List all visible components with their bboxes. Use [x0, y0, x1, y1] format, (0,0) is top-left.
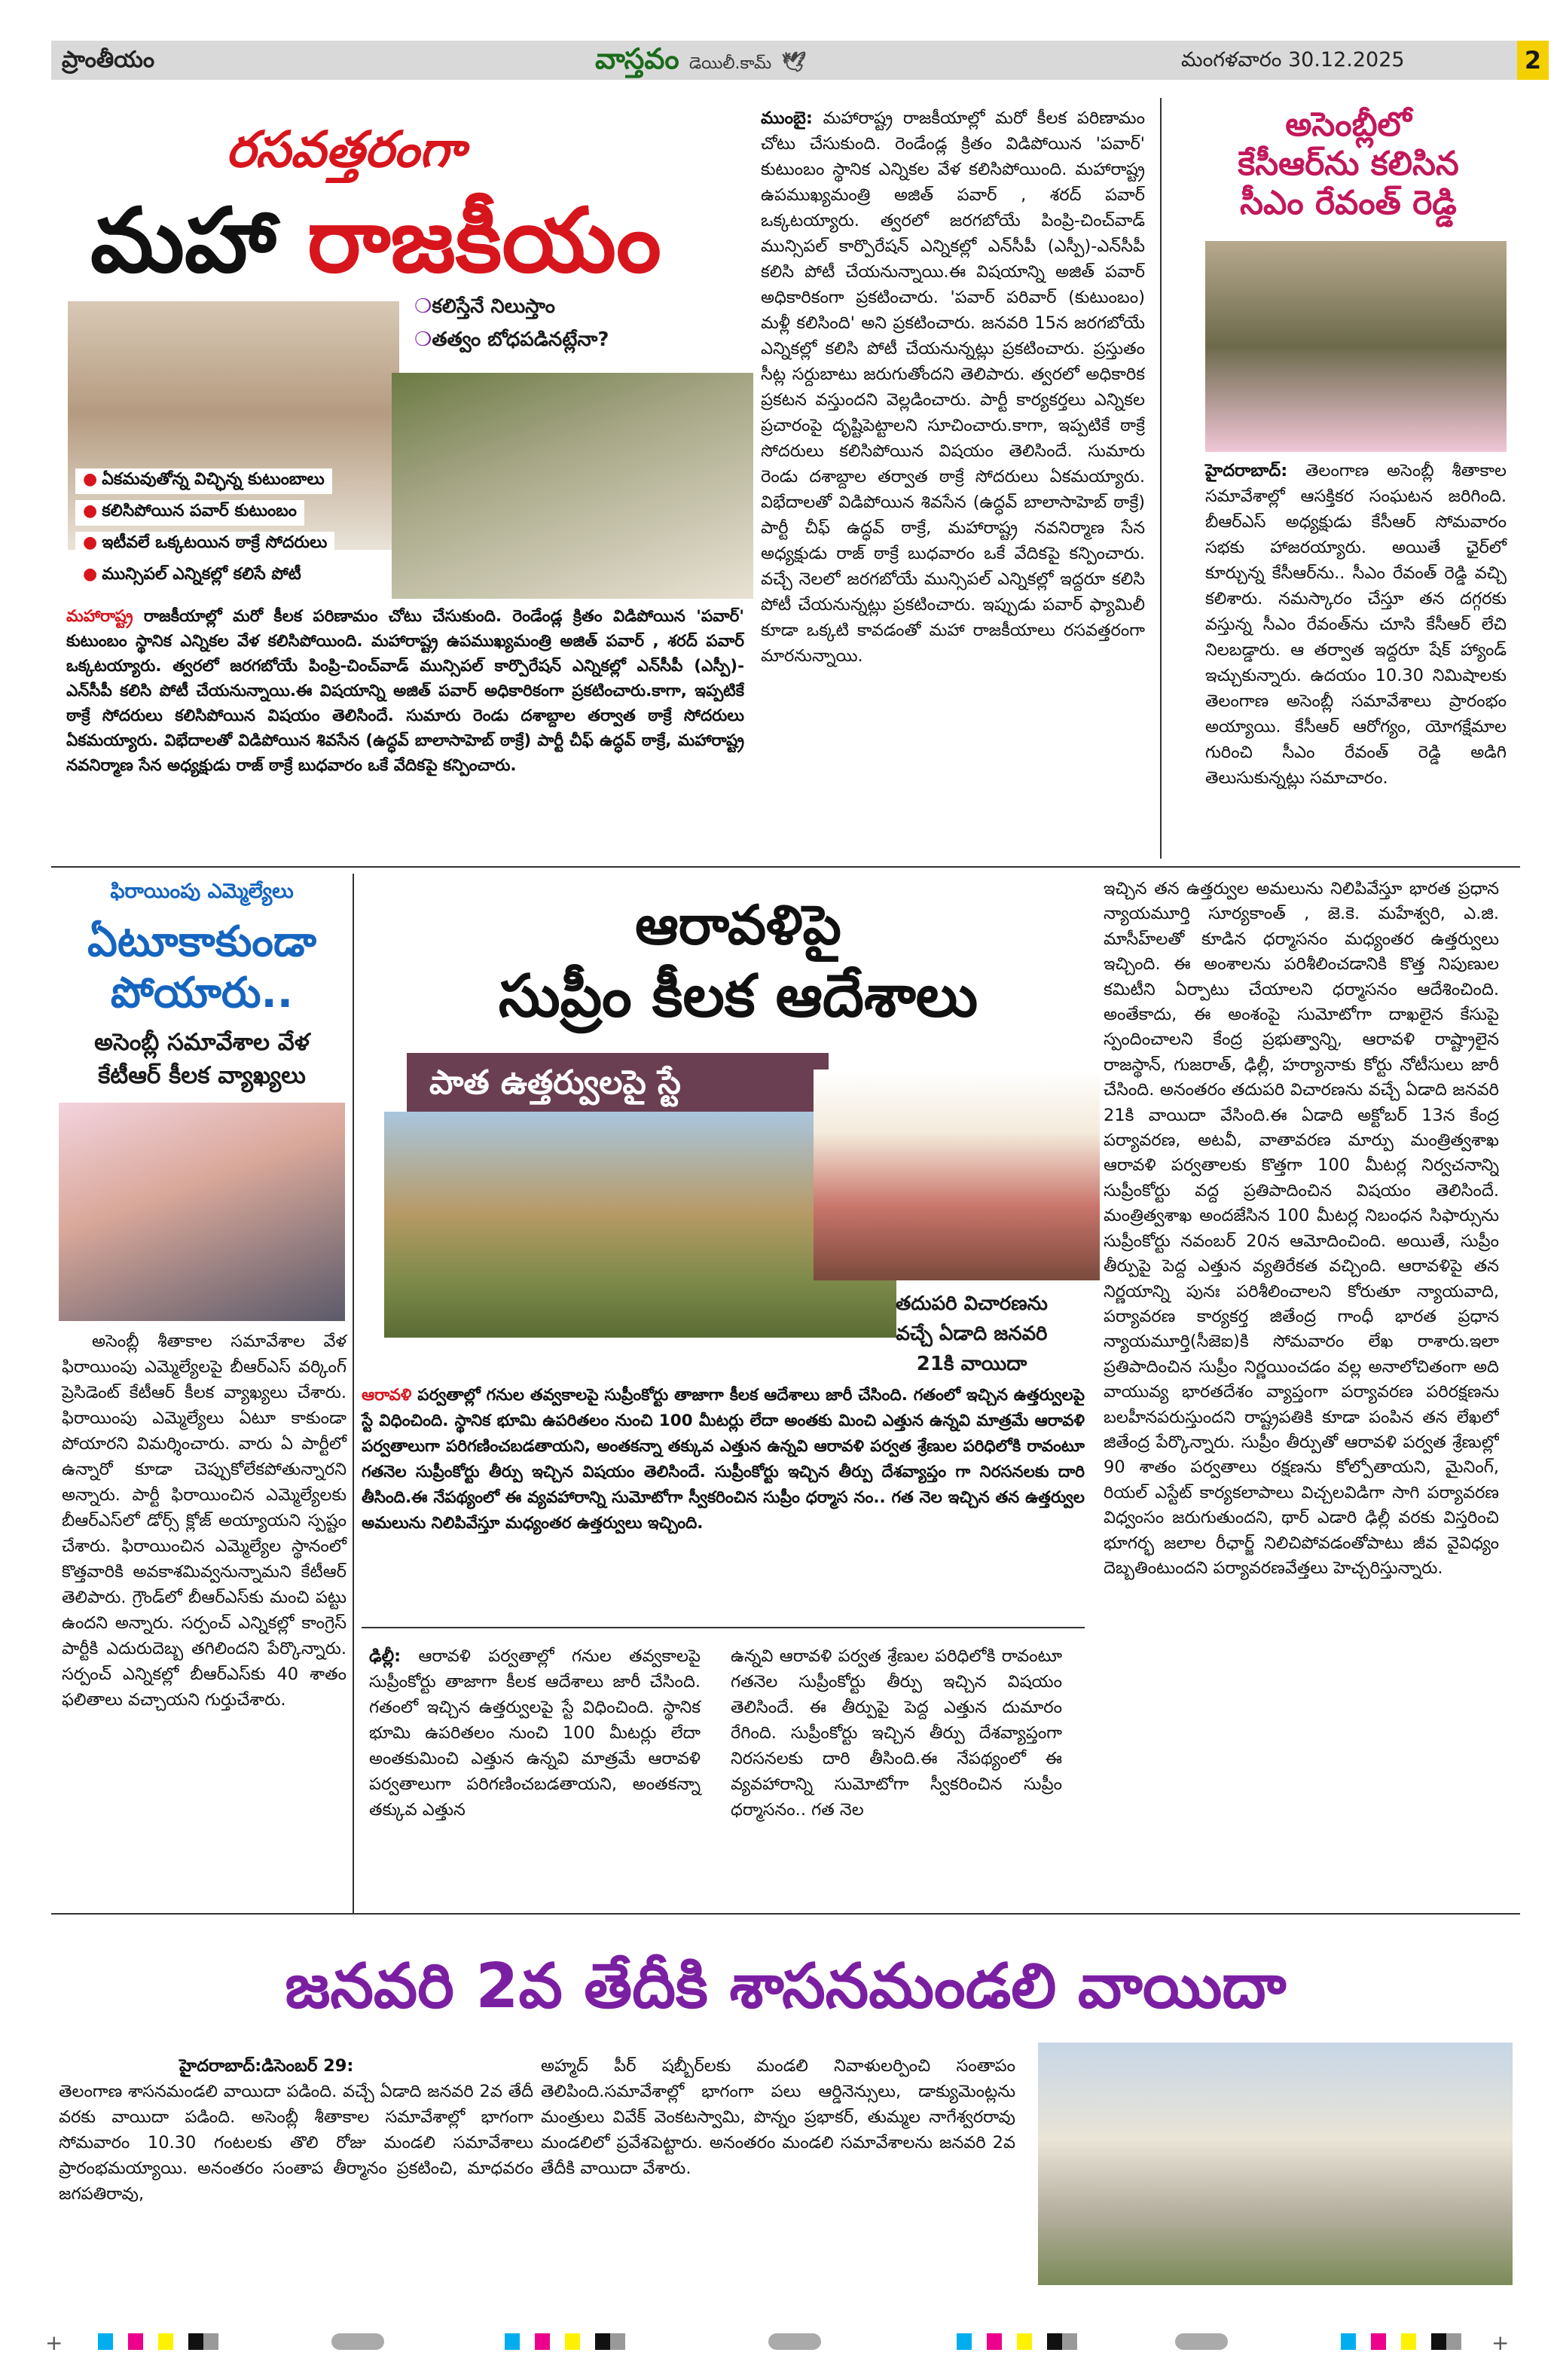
headline-line-1: అసెంబ్లీలో [1285, 105, 1412, 144]
summary: ఆరావళి పర్వతాల్లో గనుల తవ్వకాలపై సుప్రీంకోర్టు తాజాగా కీలక ఆదేశాలు జారీ చేసింది. గతంలో ఇచ్చిన ఉత్తర్వులపై స్టే విధించింది. స్థానిక భూమి ఉపరితలం నుంచి 100 మీటర్లు లేదా అంతకు మించి ఎత్తున ఉన్నవి మాత్రమే ఆరావళి పర్వతాలుగా పరిగణించబడతాయని, అంతకన్నా తక్కువ ఎత్తున ఉన్నవి ఆరావళి పర్వత శ్రేణుల పరిధిలోకి రావంటూ గతనెల సుప్రీంకోర్టు తీర్పు ఇచ్చిన విషయం తెలిసిందే. సుప్రీంకోర్టు ఇచ్చిన తీర్పు దేశవ్యాప్తం గా నిరసనలకు దారి తీసింది.ఈ నేపథ్యంలో ఈ వ్యవహారాన్ని సుమోటోగా స్వీకరించిన సుప్రీం ధర్మాస నం.. గత నెల ఇచ్చిన తన ఉత్తర్వుల అమలును నిలిపివేస్తూ మధ్యంతర ఉత్తర్వులు ఇచ్చింది. [362, 1386, 1085, 1533]
issue-date: మంగళవారం 30.12.2025 [1181, 48, 1405, 72]
body-col-1: తెలంగాణ శాసనమండలి వాయిదా పడింది. వచ్చే ఏడాది జనవరి 2వ తేదీ వరకు వాయిదా పడింది. అసెంబ్లీ శీతాకాల సమావేశాల్లో భాగంగా సోమవారం 10.30 గంటలకు తొలి రోజు మండలి సమావేశాలు ప్రారంభమయ్యాయి. అనంతరం సంతాప తీర్మానం ప్రకటించి, మాధవరం జగపతిరావు, [59, 2082, 533, 2204]
article-maha-body-column [761, 105, 1145, 851]
dateline: ముంబై: [761, 108, 813, 128]
body-col-1: ఆరావళి పర్వతాల్లో గనుల తవ్వకాలపై సుప్రీంకోర్టు తాజాగా కీలక ఆదేశాలు జారీ చేసింది. గతంలో ఇచ్చిన ఉత్తర్వులపై స్టే విధించింది. స్థానిక భూమి ఉపరితలం నుంచి 100 మీటర్లు లేదా అంతకుమించి ఎత్తున ఉన్నవి మాత్రమే ఆరావళి పర్వతాలుగా పరిగణించబడతాయని, అంతకన్నా తక్కువ ఎత్తున [369, 1646, 701, 1820]
subhead-2: ❍తత్వం బోధపడినట్లేనా? [414, 328, 609, 351]
headline-line-3: సీఎం రేవంత్ రెడ్డి [1240, 184, 1457, 222]
photo-caption-line-3: 21కి వాయిదా [916, 1353, 1027, 1375]
headline [90, 188, 661, 314]
headline-red: రాజకీయం [307, 188, 661, 292]
section-label: ప్రాంతీయం [62, 47, 155, 73]
subhead-1: ❍కలిస్తేనే నిలుస్తాం [414, 295, 555, 318]
column-divider [353, 874, 354, 1913]
banner [407, 1053, 829, 1116]
photo-caption-line-1: తదుపరి విచారణను [896, 1292, 1048, 1315]
bullet-2: ● కలిసిపోయిన పవార్ కుటుంబం [75, 500, 304, 526]
photo-council-building [1038, 2043, 1513, 2285]
kicker: ఫిరాయింపు ఎమ్మెల్యేలు [110, 880, 294, 903]
bullet-1: ● ఏకమవుతోన్న విచ్ఛిన్న కుటుంబాలు [75, 468, 332, 494]
headline-black: మహా [90, 188, 307, 292]
body-col-3: ఇచ్చిన తన ఉత్తర్వుల అమలును నిలిపివేస్తూ భారత ప్రధాన న్యాయమూర్తి సూర్యకాంత్ , జె.కె. మహేశ్వరి, ఎ.జి. మాసీహ్‌లతో కూడిన ధర్మాసనం మధ్యంతర ఉత్తర్వులు ఇచ్చింది. ఈ అంశాలను పరిశీలించడానికి కొత్త నిపుణుల కమిటీని ఏర్పాటు చేయాలని ధర్మాసనం ఆదేశించింది. అంతేకాదు, ఈ అంశంపై సుమోటోగా దాఖలైన కేసుపై స్పందించాలని కేంద్ర ప్రభుత్వాన్ని, ఆరావళి రాష్ట్రాలైన రాజస్థాన్, గుజరాత్, ఢిల్లీ, హర్యానాకు కోర్టు నోటీసులు జారీ చేసింది. అనంతరం తదుపరి విచారణను వచ్చే ఏడాది జనవరి 21కి వాయిదా వేసింది.ఈ ఏడాది అక్టోబర్ 13న కేంద్ర పర్యావరణ, అటవీ, వాతావరణ మార్పు మంత్రిత్వశాఖ ఆరావళి పర్వతాలకు కొత్తగా 100 మీటర్ల నిర్వచనాన్ని సుప్రీంకోర్టు వద్ద ప్రతిపాదించిన విషయం తెలిసిందే. మంత్రిత్వశాఖ అందజేసిన 100 మీటర్ల నిబంధన సిఫార్సును సుప్రీంకోర్టు నవంబర్ 20న ఆమోదించింది. అయితే, సుప్రీం తీర్పుపై పెద్ద ఎత్తున వ్యతిరేకత వచ్చింది. ఆరావళిపై తన నిర్ణయాన్ని పునః పరిశీలించాలని కోరుతూ న్యాయవాది, పర్యావరణ కార్యకర్త జితేంద్ర గాంధీ భారత ప్రధాన న్యాయమూర్తి(సీజెఐ)కి సోమవారం లేఖ రాశారు.ఇలా ప్రతిపాదించిన సుప్రీం నిర్ణయించడం వల్ల అనాలోచితంగా అది వాయువ్య భారతదేశం వ్యాప్తంగా పర్యావరణ పరిరక్షణను బలహీనపరుస్తుందని రాష్ట్రపతికి కూడా పంపిన తన లేఖలో జితేంద్ర పేర్కొన్నారు. సుప్రీం తీర్పుతో ఆరావళి పర్వత శ్రేణుల్లో 90 శాతం పర్వతాలు రక్షణను కోల్పోతాయని, మైనింగ్, రియల్ ఎస్టేట్ కార్యకలాపాలు విచ్చలవిడిగా సాగి పర్యావరణ విధ్వంసం జరుగుతుందని, థార్ ఎడారి ఢిల్లీ వరకు విస్తరించి భూగర్భ జలాల రీఛార్జ్ నిలిచిపోవడంతోపాటు జీవ వైవిధ్యం దెబ్బతింటుందని పర్యావరణవేత్తలు హెచ్చరిస్తున్నారు. [1104, 879, 1499, 1578]
bird-icon: 🕊 [781, 51, 807, 74]
subhead-line-1: అసెంబ్లీ సమావేశాల వేళ [94, 1029, 310, 1056]
banner-text: పాత ఉత్తర్వులపై స్టే [429, 1063, 681, 1102]
headline-line-1: ఏటూకాకుండా [87, 917, 316, 966]
dateline: హైదరాబాద్:డిసెంబర్ 29: [179, 2056, 354, 2076]
photo-assembly [1205, 241, 1507, 452]
print-registration-strip: + + [45, 2330, 1510, 2355]
body-text: అసెంబ్లీ శీతాకాల సమావేశాల వేళ ఫిరాయింపు ఎమ్మెల్యేలపై బీఆర్ఎస్ వర్కింగ్ ప్రెసిడెంట్ కేటీఆర్ కీలక వ్యాఖ్యలు చేశారు. ఫిరాయింపు ఎమ్మెల్యేలు ఏటూ కాకుండా పోయారని విమర్శించారు. వారు ఏ పార్టీలో ఉన్నారో కూడా చెప్పుకోలేకపోతున్నారని అన్నారు. పార్టీ ఫిరాయించిన ఎమ్మెల్యేలకు బీఆర్ఎస్‌లో డోర్స్ క్లోజ్ అయ్యాయని స్పష్టం చేశారు. ఫిరాయించిన ఎమ్మెల్యేల స్థానంలో కొత్తవారికి అవకాశమివ్వనున్నామని కేటీఆర్ తెలిపారు. గ్రౌండ్‌లో బీఆర్ఎస్‌కు మంచి పట్టు ఉందని అన్నారు. సర్పంచ్ ఎన్నికల్లో కాంగ్రెస్ పార్టీకి ఎదురుదెబ్బ తగిలిందని పేర్కొన్నారు. సర్పంచ్ ఎన్నికల్లో బీఆర్ఎస్‌కు 40 శాతం ఫలితాలు వచ్చాయని గుర్తుచేశారు. [62, 1332, 347, 1710]
summary-caption: మహారాష్ట్ర రాజకీయాల్లో మరో కీలక పరిణామం చోటు చేసుకుంది. రెండేండ్ల క్రితం విడిపోయిన 'పవార్' కుటుంబం స్థానిక ఎన్నికల వేళ కలిసిపోయింది. మహారాష్ట్ర ఉపముఖ్యమంత్రి అజిత్ పవార్ , శరద్ పవార్ ఒక్కటయ్యారు. త్వరలో జరగబోయే పింప్రి-చించ్‌వాడ్ మున్సిపల్ కార్పొరేషన్ ఎన్నికల్లో ఎన్‌సీపీ (ఎస్పీ)-ఎన్‌సీపీ కలిసి పోటీ చేయనున్నాయి.ఈ విషయాన్ని అజిత్ పవార్ అధికారికంగా ప్రకటించారు.కాగా, ఇప్పటికే ఠాక్రే సోదరులు కలిసిపోయిన విషయం తెలిసిందే. సుమారు రెండు దశాబ్దాల తర్వాత ఠాక్రే సోదరులు ఏకమయ్యారు. విభేదాలతో విడిపోయిన శివసేన (ఉద్ధవ్ బాలాసాహెబ్ ఠాక్రే) పార్టీ చీఫ్ ఉద్ధవ్ ఠాక్రే, మహారాష్ట్ర నవనిర్మాణ సేన అధ్యక్షుడు రాజ్ ఠాక్రే బుధవారం ఒకే వేదికపై కన్పించారు. [66, 607, 744, 775]
summary-divider [362, 1627, 1085, 1628]
photo-ktr [59, 1103, 345, 1321]
headline-line-1: ఆరావళిపై [635, 893, 841, 957]
brand-name: వాస్తవం [595, 42, 679, 75]
bullet-3: ● ఇటీవలే ఒక్కటయిన ఠాక్రే సోదరులు [75, 532, 334, 557]
column-divider [1160, 98, 1162, 859]
photo-supreme-court [814, 1069, 1100, 1280]
article-assembly-kcr [1175, 98, 1522, 859]
headline: జనవరి 2వ తేదీకి శాసనమండలి వాయిదా [285, 1951, 1287, 2022]
page-number-badge: 2 [1517, 41, 1549, 80]
subhead-line-2: కేటీఆర్ కీలక వ్యాఖ్యలు [98, 1062, 306, 1089]
headline-line-2: సుప్రీం కీలక ఆదేశాలు [498, 963, 978, 1030]
body-text: తెలంగాణ అసెంబ్లీ శీతాకాల సమావేశాల్లో ఆసక్తికర సంఘటన జరిగింది. బీఆర్ఎస్ అధ్యక్షుడు కేసీఆర్ సోమవారం సభకు హాజరయ్యారు. అయితే ఛైర్‌లో కూర్చున్న కేసీఆర్‌ను.. సీఎం రేవంత్ రెడ్డి వచ్చి కలిశారు. నమస్కారం చేస్తూ తన దగ్గరకు వస్తున్న సీఎం రేవంత్‌ను చూసి కేసీఆర్ లేచి నిలబడ్డారు. ఆ తర్వాత ఇద్దరూ షేక్ హ్యాండ్ ఇచ్చుకున్నారు. ఉదయం 10.30 నిమిషాలకు తెలంగాణ అసెంబ్లీ సమావేశాలు ప్రారంభం అయ్యాయి. కేసీఆర్ ఆరోగ్యం, యోగక్షేమాల గురించి సీఎం రేవంత్ రెడ్డి అడిగి తెలుసుకున్నట్లు సమాచారం. [1205, 461, 1507, 788]
header-bar [51, 41, 1542, 80]
section-divider [51, 1913, 1520, 1915]
article-ktr-defection [51, 874, 353, 1913]
photo-caption-line-2: వచ్చే ఏడాది జనవరి [896, 1323, 1048, 1345]
article-maha-politics [60, 98, 753, 859]
kicker: రసవత్తరంగా [226, 121, 466, 178]
section-divider [51, 866, 1520, 868]
bullet-4: ● మున్సిపల్ ఎన్నికల్లో కలిసే పోటీ [75, 563, 309, 589]
article-aravalli [362, 874, 1522, 1913]
headline-line-2: కేసీఆర్‌ను కలిసిన [1238, 145, 1459, 183]
body-col-2: అహ్మద్ పీర్ షబ్బీర్‌లకు మండలి నివాళులర్పించి సంతాపం తెలిపింది.సమావేశాల్లో భాగంగా పలు ఆర్డినెన్సులు, డాక్యుమెంట్లను మంత్రులు వివేక్ వెంకటస్వామి, పొన్నం ప్రభాకర్, తుమ్మల నాగేశ్వరరావు మండలిలో ప్రవేశపెట్టారు. అనంతరం మండలి సమావేశాలను జనవరి 2వ తేదీకి వాయిదా వేశారు. [541, 2056, 1015, 2178]
body-col-2: ఉన్నవి ఆరావళి పర్వత శ్రేణుల పరిధిలోకి రావంటూ గతనెల సుప్రీంకోర్టు తీర్పు ఇచ్చిన విషయం తెలిసిందే. ఈ తీర్పుపై పెద్ద ఎత్తున దుమారం రేగింది. సుప్రీంకోర్టు ఇచ్చిన తీర్పు దేశవ్యాప్తంగా నిరసనలకు దారి తీసింది.ఈ నేపథ్యంలో ఈ వ్యవహారాన్ని సుమోటోగా స్వీకరించిన సుప్రీం ధర్మాసనం.. గత నెల [731, 1646, 1062, 1820]
brand-logo [595, 42, 806, 83]
article-council-adjourned [51, 1928, 1520, 2320]
headline-line-2: పోయారు.. [110, 969, 294, 1018]
dateline: ఢిల్లీ: [369, 1646, 401, 1666]
body-text: మహారాష్ట్ర రాజకీయాల్లో మరో కీలక పరిణామం చోటు చేసుకుంది. రెండేండ్ల క్రితం విడిపోయిన 'పవార్' కుటుంబం స్థానిక ఎన్నికల వేళ కలిసిపోయింది. మహారాష్ట్ర ఉపముఖ్యమంత్రి అజిత్ పవార్ , శరద్ పవార్ ఒక్కటయ్యారు. త్వరలో జరగబోయే పింప్రి-చించ్‌వాడ్ మున్సిపల్ కార్పొరేషన్ ఎన్నికల్లో ఎన్‌సీపీ (ఎస్పీ)-ఎన్‌సీపీ కలిసి పోటీ చేయనున్నాయి.ఈ విషయాన్ని అజిత్ పవార్ అధికారికంగా ప్రకటించారు. 'పవార్ పరివార్ (కుటుంబం) మళ్లీ కలిసింది' అని ప్రకటించారు. జనవరి 15న జరగబోయే ఎన్నికల్లో కలిసి పోటీ చేయనున్నట్లు ప్రకటించారు. ప్రస్తుతం సీట్ల సర్దుబాటు జరుగుతోందని తెలిపారు. త్వరలో అధికారిక ప్రకటన వస్తుందని వెల్లడించారు. పార్టీ కార్యకర్తలు ఎన్నికల ప్రచారంపై దృష్టిపెట్టాలని సూచించారు.కాగా, ఇప్పటికే ఠాక్రే సోదరులు కలిసిపోయిన విషయం తెలిసిందే. సుమారు రెండు దశాబ్దాల తర్వాత ఠాక్రే సోదరులు ఏకమయ్యారు. విభేదాలతో విడిపోయిన శివసేన (ఉద్ధవ్ బాలాసాహెబ్ ఠాక్రే) పార్టీ చీఫ్ ఉద్ధవ్ ఠాక్రే, మహారాష్ట్ర నవనిర్మాణ సేన అధ్యక్షుడు రాజ్ ఠాక్రే బుధవారం ఒకే వేదికపై కన్పించారు. వచ్చే నెలలో జరగబోయే మున్సిపల్ ఎన్నికల్లో ఇద్దరూ కలిసి పోటీ చేయనున్నట్లు ప్రకటించారు. ఇప్పుడు పవార్ ఫ్యామిలీ కూడా ఒక్కటి కావడంతో మహా రాజకీయాలు రసవత్తరంగా మారనున్నాయి. [761, 108, 1145, 666]
dateline: హైదరాబాద్: [1205, 461, 1288, 481]
brand-suffix: డెయిలీ.కామ్ [688, 54, 772, 73]
photo-pawar-family [392, 373, 753, 599]
